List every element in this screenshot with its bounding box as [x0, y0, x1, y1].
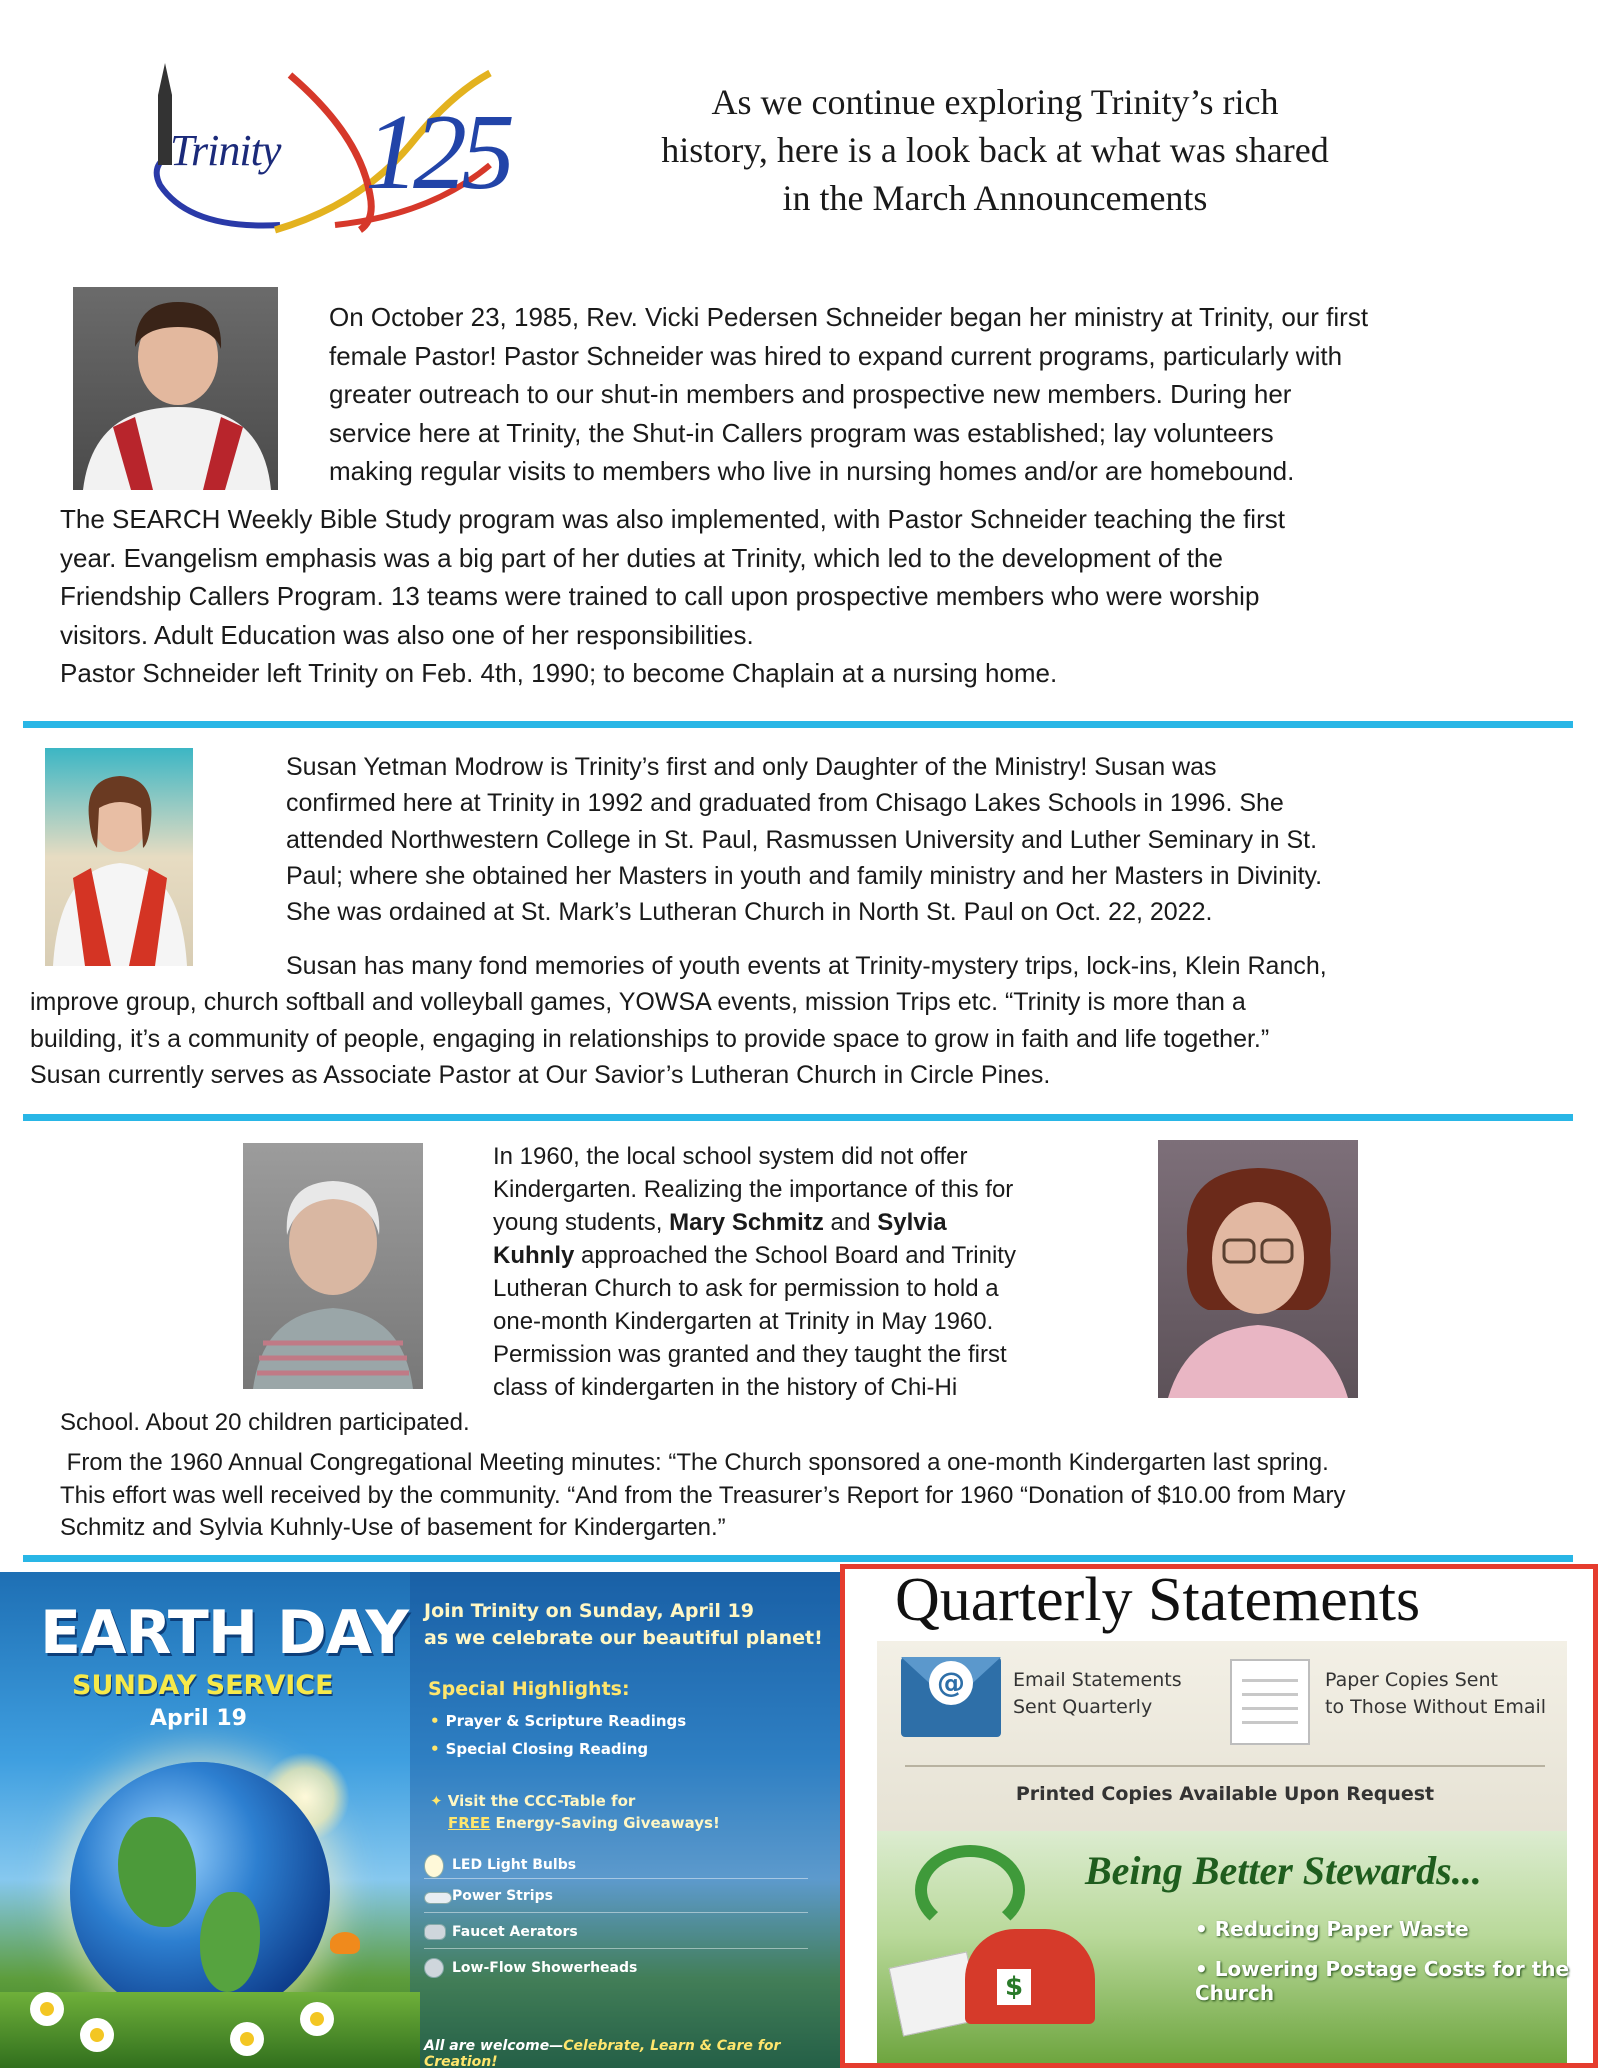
stewards-bullet: • Reducing Paper Waste: [1195, 1917, 1469, 1941]
giveaway-item: Power Strips: [452, 1888, 553, 1904]
section3-wrapped-text: [493, 1140, 1113, 1404]
footer-tagline: Celebrate, Learn & Care for Creation!: [424, 2038, 781, 2068]
mary-schmitz-photo: [243, 1143, 423, 1389]
label-line: Paper Copies Sent: [1325, 1669, 1498, 1691]
pastor-schneider-photo: [73, 287, 278, 490]
daisy-icon: [230, 2022, 264, 2056]
text-line: improve group, church softball and volleyball games, YOWSA events, mission Trips etc. “Trinity is more than a: [30, 988, 1246, 1017]
text-line: service here at Trinity, the Shut-in Callers program was established; lay volunteers: [329, 417, 1274, 448]
quarterly-title: Quarterly Statements: [895, 1566, 1421, 1634]
showerhead-icon: [424, 1958, 444, 1978]
label-line: Sent Quarterly: [1013, 1696, 1153, 1718]
logo-number: 125: [365, 93, 509, 212]
paper-document-icon: [1230, 1659, 1310, 1745]
section1-wrapped-text: [329, 298, 1589, 491]
stewards-bullet: • Lowering Postage Costs for the Church: [1195, 1957, 1570, 2005]
text-line: [493, 1206, 1113, 1239]
text-line: Pastor Schneider left Trinity on Feb. 4th, 1990; to become Chaplain at a nursing home.: [60, 658, 1058, 688]
flyer-footer: [424, 2038, 840, 2068]
intro-line: As we continue exploring Trinity’s rich: [711, 82, 1279, 122]
butterfly-icon: [330, 1932, 360, 1954]
highlights-heading: Special Highlights:: [428, 1678, 630, 1700]
text-line: Susan has many fond memories of youth events at Trinity-mystery trips, lock-ins, Klein Ranch,: [286, 952, 1327, 980]
ccc-free: FREE: [448, 1814, 491, 1832]
join-text: [424, 1598, 823, 1652]
text-line: building, it’s a community of people, engaging in relationships to provide space to grow in faith and life together.”: [30, 1024, 1270, 1053]
label-line: Email Statements: [1013, 1669, 1182, 1691]
text-line: In 1960, the local school system did not offer: [493, 1143, 968, 1170]
mailbox-icon: [965, 1929, 1095, 2024]
text-line: greater outreach to our shut-in members and prospective new members. During her: [329, 379, 1292, 409]
earth-globe-icon: [70, 1762, 330, 2022]
paper-line: [1242, 1707, 1298, 1710]
intro-heading: [630, 78, 1360, 222]
rule-line: [424, 1878, 808, 1879]
intro-line: history, here is a look back at what was shared: [661, 130, 1329, 170]
susan-modrow-photo: [45, 748, 193, 966]
text-line: Friendship Callers Program. 13 teams were trained to call upon prospective members who were worship: [60, 581, 1260, 611]
minutes-text: [60, 1447, 1580, 1545]
logo-script-text: Trinity: [170, 126, 281, 175]
sparkle-icon: ✦: [430, 1792, 448, 1810]
daisy-icon: [30, 1992, 64, 2026]
email-statements-label: [1013, 1667, 1182, 1721]
text-line: She was ordained at St. Mark’s Lutheran Church in North St. Paul on Oct. 22, 2022.: [286, 898, 1213, 927]
highlight-item: • Prayer & Scripture Readings: [430, 1712, 687, 1730]
dollar-icon: $: [997, 1969, 1031, 2005]
text-line: Permission was granted and they taught the first: [493, 1341, 1007, 1368]
trinity-125-logo: [130, 55, 510, 235]
faucet-aerator-icon: [424, 1924, 446, 1940]
section-divider: [23, 1114, 1573, 1121]
text-line: School. About 20 children participated.: [60, 1409, 470, 1436]
paper-line: [1242, 1721, 1298, 1724]
earth-day-date: April 19: [150, 1706, 247, 1731]
intro-line: in the March Announcements: [782, 178, 1208, 218]
text-line: [493, 1239, 1113, 1272]
giveaway-item: Low-Flow Showerheads: [452, 1960, 638, 1976]
light-bulb-icon: [424, 1854, 444, 1878]
text-fragment: young students,: [493, 1209, 663, 1236]
earth-day-flyer: [0, 1572, 840, 2068]
text-line: attended Northwestern College in St. Paul, Rasmussen University and Luther Seminary in St.: [286, 825, 1318, 854]
join-line: as we celebrate our beautiful planet!: [424, 1627, 823, 1649]
text-line: year. Evangelism emphasis was a big part of her duties at Trinity, which led to the development of the: [60, 542, 1223, 573]
name-kuhnly: Kuhnly: [493, 1242, 575, 1269]
name-mary-schmitz: Mary Schmitz: [669, 1209, 824, 1236]
section2-wrapped-text: [286, 749, 1586, 930]
text-line: class of kindergarten in the history of Chi-Hi: [493, 1374, 958, 1401]
rule-line: [424, 1912, 808, 1913]
label-line: to Those Without Email: [1325, 1696, 1547, 1718]
paper-line: [1242, 1679, 1298, 1682]
highlight-item: • Special Closing Reading: [430, 1740, 649, 1758]
giveaway-item: LED Light Bulbs: [452, 1857, 577, 1873]
rule-line: [424, 1948, 808, 1949]
text-line: one-month Kindergarten at Trinity in May 1960.: [493, 1308, 994, 1335]
text-line: On October 23, 1985, Rev. Vicki Pedersen Schneider began her ministry at Trinity, our first: [329, 302, 1369, 332]
earth-day-title: EARTH DAY: [40, 1598, 408, 1668]
section1-full-text: [60, 500, 1580, 693]
bullet-label: Reducing Paper Waste: [1214, 1917, 1469, 1941]
highlight-label: Prayer & Scripture Readings: [445, 1712, 687, 1730]
giveaway-item: Faucet Aerators: [452, 1924, 578, 1940]
stewards-heading: Being Better Stewards...: [1085, 1848, 1482, 1893]
footer-lead: All are welcome—: [424, 2038, 564, 2054]
text-fragment: approached the School Board and Trinity: [581, 1242, 1016, 1269]
text-line: The SEARCH Weekly Bible Study program was also implemented, with Pastor Schneider teaching the first: [60, 504, 1285, 534]
recycle-icon: [915, 1845, 1025, 1935]
highlight-label: Special Closing Reading: [445, 1740, 649, 1758]
daisy-icon: [300, 2002, 334, 2036]
join-line: Join Trinity on Sunday, April 19: [424, 1600, 754, 1622]
paper-copies-label: [1325, 1667, 1546, 1721]
text-line: female Pastor! Pastor Schneider was hired to expand current programs, particularly with: [329, 340, 1343, 371]
power-strip-icon: [424, 1892, 452, 1904]
text-line: This effort was well received by the community. “And from the Treasurer’s Report for 1960 “Donation of $10.00 from Mary: [60, 1481, 1346, 1509]
text-line: Paul; where she obtained her Masters in youth and family ministry and her Masters in Divinity.: [286, 861, 1323, 890]
text-line: confirmed here at Trinity in 1992 and graduated from Chisago Lakes Schools in 1996. She: [286, 789, 1284, 818]
section2-full-text: [30, 948, 1590, 1093]
ccc-line: Visit the CCC-Table for: [447, 1792, 636, 1810]
daisy-icon: [80, 2018, 114, 2052]
sylvia-kuhnly-photo: [1158, 1140, 1358, 1398]
text-line: Kindergarten. Realizing the importance of this for: [493, 1176, 1014, 1203]
ccc-line: Energy-Saving Giveaways!: [490, 1814, 720, 1832]
text-line: making regular visits to members who live in nursing homes and/or are homebound.: [329, 456, 1295, 486]
text-line: Susan Yetman Modrow is Trinity’s first and only Daughter of the Ministry! Susan was: [286, 753, 1217, 781]
section-divider: [23, 1555, 1573, 1562]
ccc-table-note: [430, 1790, 720, 1834]
text-line: From the 1960 Annual Congregational Meeting minutes: “The Church sponsored a one-month Kindergarten last spring.: [60, 1449, 1329, 1476]
text-fragment: and: [830, 1209, 871, 1236]
text-line: Susan currently serves as Associate Pastor at Our Savior’s Lutheran Church in Circle Pines.: [30, 1060, 1051, 1089]
divider-line: [905, 1765, 1545, 1767]
at-sign-icon: @: [929, 1661, 973, 1705]
bullet-label: Lowering Postage Costs for the Church: [1195, 1957, 1570, 2005]
earth-day-subtitle: SUNDAY SERVICE: [72, 1670, 334, 1701]
text-line: Lutheran Church to ask for permission to hold a: [493, 1275, 999, 1302]
text-line: visitors. Adult Education was also one of her responsibilities.: [60, 619, 754, 650]
section-divider: [23, 721, 1573, 728]
text-line: Schmitz and Sylvia Kuhnly-Use of basement for Kindergarten.”: [60, 1514, 726, 1541]
name-sylvia: Sylvia: [877, 1209, 947, 1236]
printed-copies-note: Printed Copies Available Upon Request: [1015, 1783, 1435, 1805]
quarterly-statements-flyer: [840, 1564, 1598, 2068]
paper-line: [1242, 1693, 1298, 1696]
